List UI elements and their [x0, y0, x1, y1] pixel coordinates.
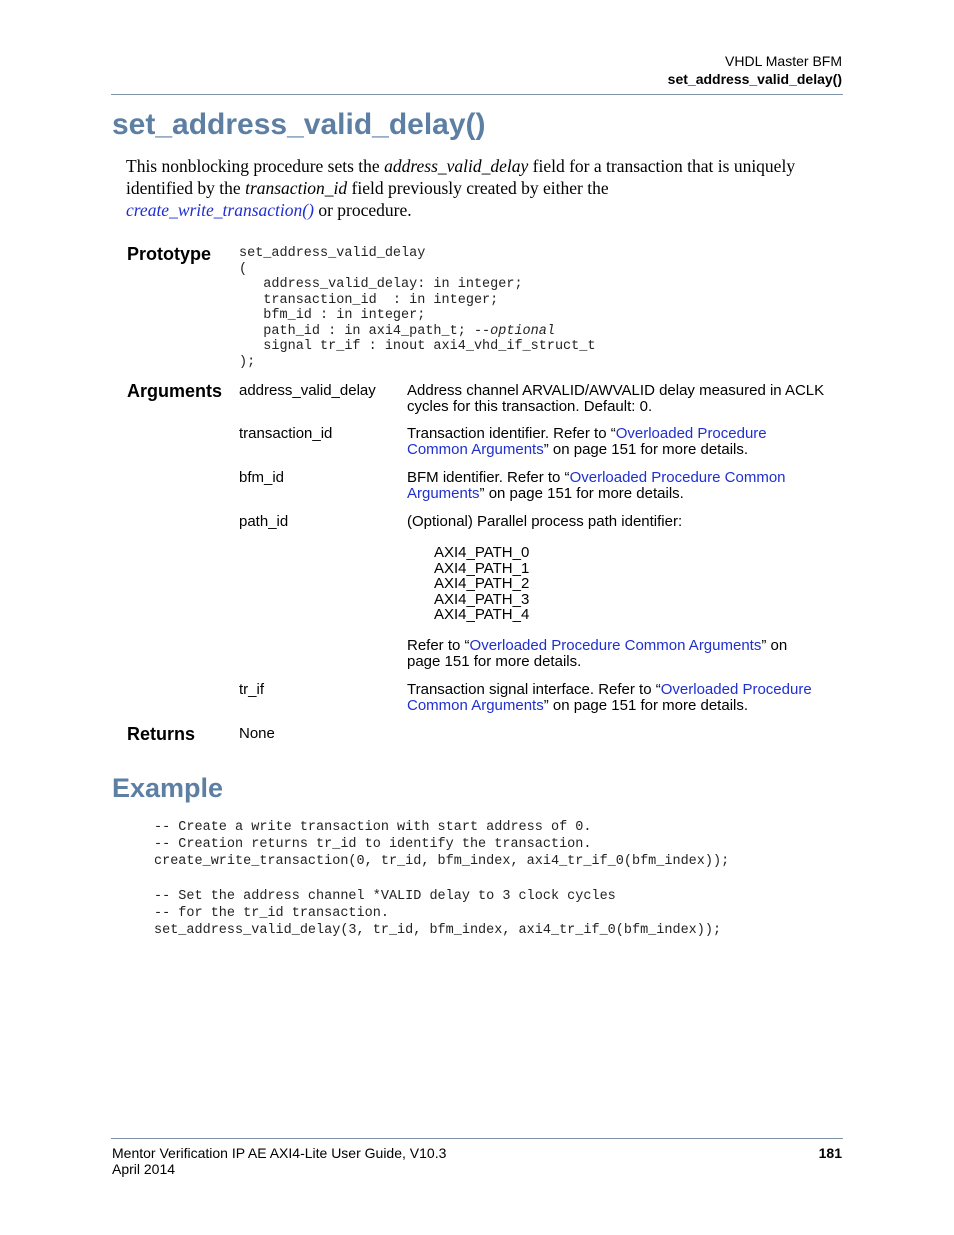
path-value: AXI4_PATH_3 — [434, 590, 530, 608]
footer-guide: Mentor Verification IP AE AXI4-Lite User Guide, V10.3 — [112, 1145, 447, 1161]
arg-name: address_valid_delay — [239, 382, 376, 399]
footer-rule — [111, 1138, 843, 1139]
arg-desc-text: Transaction identifier. Refer to “ — [407, 425, 616, 442]
header-subsection: set_address_valid_delay() — [667, 71, 842, 87]
returns-label: Returns — [127, 724, 196, 744]
arg-desc-text: Refer to “ — [407, 637, 470, 654]
arg-desc — [407, 470, 807, 502]
page-number: 181 — [818, 1145, 842, 1161]
example-line: create_write_transaction(0, tr_id, bfm_index, axi4_tr_if_0(bfm_index)); — [154, 854, 730, 870]
intro-paragraph — [126, 155, 846, 221]
arg-name: transaction_id — [239, 425, 333, 442]
header-rule — [111, 94, 843, 95]
arguments-label: Arguments — [127, 381, 223, 401]
proto-line: path_id : in axi4_path_t; — [239, 323, 474, 339]
proto-line: signal tr_if : inout axi4_vhd_if_struct_t — [239, 339, 596, 354]
example-line: -- for the tr_id transaction. — [154, 906, 389, 922]
arg-desc — [407, 682, 837, 714]
header-section: VHDL Master BFM — [725, 53, 842, 69]
returns-value: None — [239, 725, 275, 742]
path-value: AXI4_PATH_0 — [434, 544, 530, 561]
proto-line: bfm_id : in integer; — [239, 308, 426, 323]
prototype-label: Prototype — [127, 244, 212, 264]
page-title: set_address_valid_delay() — [112, 108, 486, 141]
example-line: -- Creation returns tr_id to identify the transaction. — [154, 837, 592, 853]
footer-date: April 2014 — [112, 1161, 176, 1177]
example-line: set_address_valid_delay(3, tr_id, bfm_index, axi4_tr_if_0(bfm_index)); — [154, 923, 722, 939]
proto-line: address_valid_delay: in integer; — [239, 277, 523, 292]
proto-line: transaction_id : in integer; — [239, 292, 499, 308]
arg-desc-text: BFM identifier. Refer to “ — [407, 469, 570, 486]
intro-text-3: field previously created by either the — [347, 178, 609, 198]
footer-text — [112, 1145, 446, 1177]
proto-line: ( — [239, 261, 248, 277]
proto-line: set_address_valid_delay — [239, 246, 426, 261]
intro-text-2: field for a transaction that is uniquely identified by the — [126, 156, 796, 198]
arg-name: path_id — [239, 513, 289, 530]
arg-name: tr_if — [239, 681, 265, 698]
arg-desc: (Optional) Parallel process path identifier: — [407, 513, 683, 530]
example-code — [154, 819, 729, 939]
path-value: AXI4_PATH_1 — [434, 559, 530, 577]
arg-name: bfm_id — [239, 469, 285, 486]
arg-desc — [407, 638, 817, 670]
common-arguments-link[interactable]: Overloaded Procedure Common Arguments — [469, 637, 762, 654]
example-title: Example — [112, 773, 224, 803]
arg-desc-text: ” on page 151 for more details. — [543, 441, 749, 458]
intro-tid: transaction_id — [245, 178, 348, 198]
prototype-code — [239, 246, 595, 370]
arg-desc-text: ” on page 151 for more details. — [407, 637, 788, 670]
common-arguments-link[interactable]: Overloaded Procedure Common Arguments — [407, 425, 767, 458]
intro-field: address_valid_delay — [384, 156, 529, 176]
proto-line: ); — [239, 354, 256, 370]
path-value: AXI4_PATH_2 — [434, 575, 530, 592]
arg-desc-text: ” on page 151 for more details. — [479, 485, 684, 502]
create-write-transaction-link[interactable]: create_write_transaction() — [126, 200, 314, 220]
intro-text-4: or procedure. — [313, 200, 412, 220]
arg-desc — [407, 426, 797, 458]
arg-desc: Address channel ARVALID/AWVALID delay measured in ACLK cycles for this transaction. Default: 0. — [407, 382, 825, 415]
common-arguments-link[interactable]: Overloaded Procedure Common Arguments — [407, 681, 812, 714]
arg-desc-text: Transaction signal interface. Refer to “ — [407, 681, 661, 698]
common-arguments-link[interactable]: Overloaded Procedure Common Arguments — [407, 469, 786, 502]
path-values-list — [434, 545, 529, 623]
path-value: AXI4_PATH_4 — [434, 606, 530, 623]
arg-desc-text: ” on page 151 for more details. — [543, 697, 749, 714]
intro-text-1: This nonblocking procedure sets the — [126, 156, 385, 176]
example-line: -- Set the address channel *VALID delay to 3 clock cycles — [154, 888, 616, 904]
proto-optional-comment: --optional — [473, 323, 555, 339]
example-line: -- Create a write transaction with start address of 0. — [154, 820, 592, 835]
